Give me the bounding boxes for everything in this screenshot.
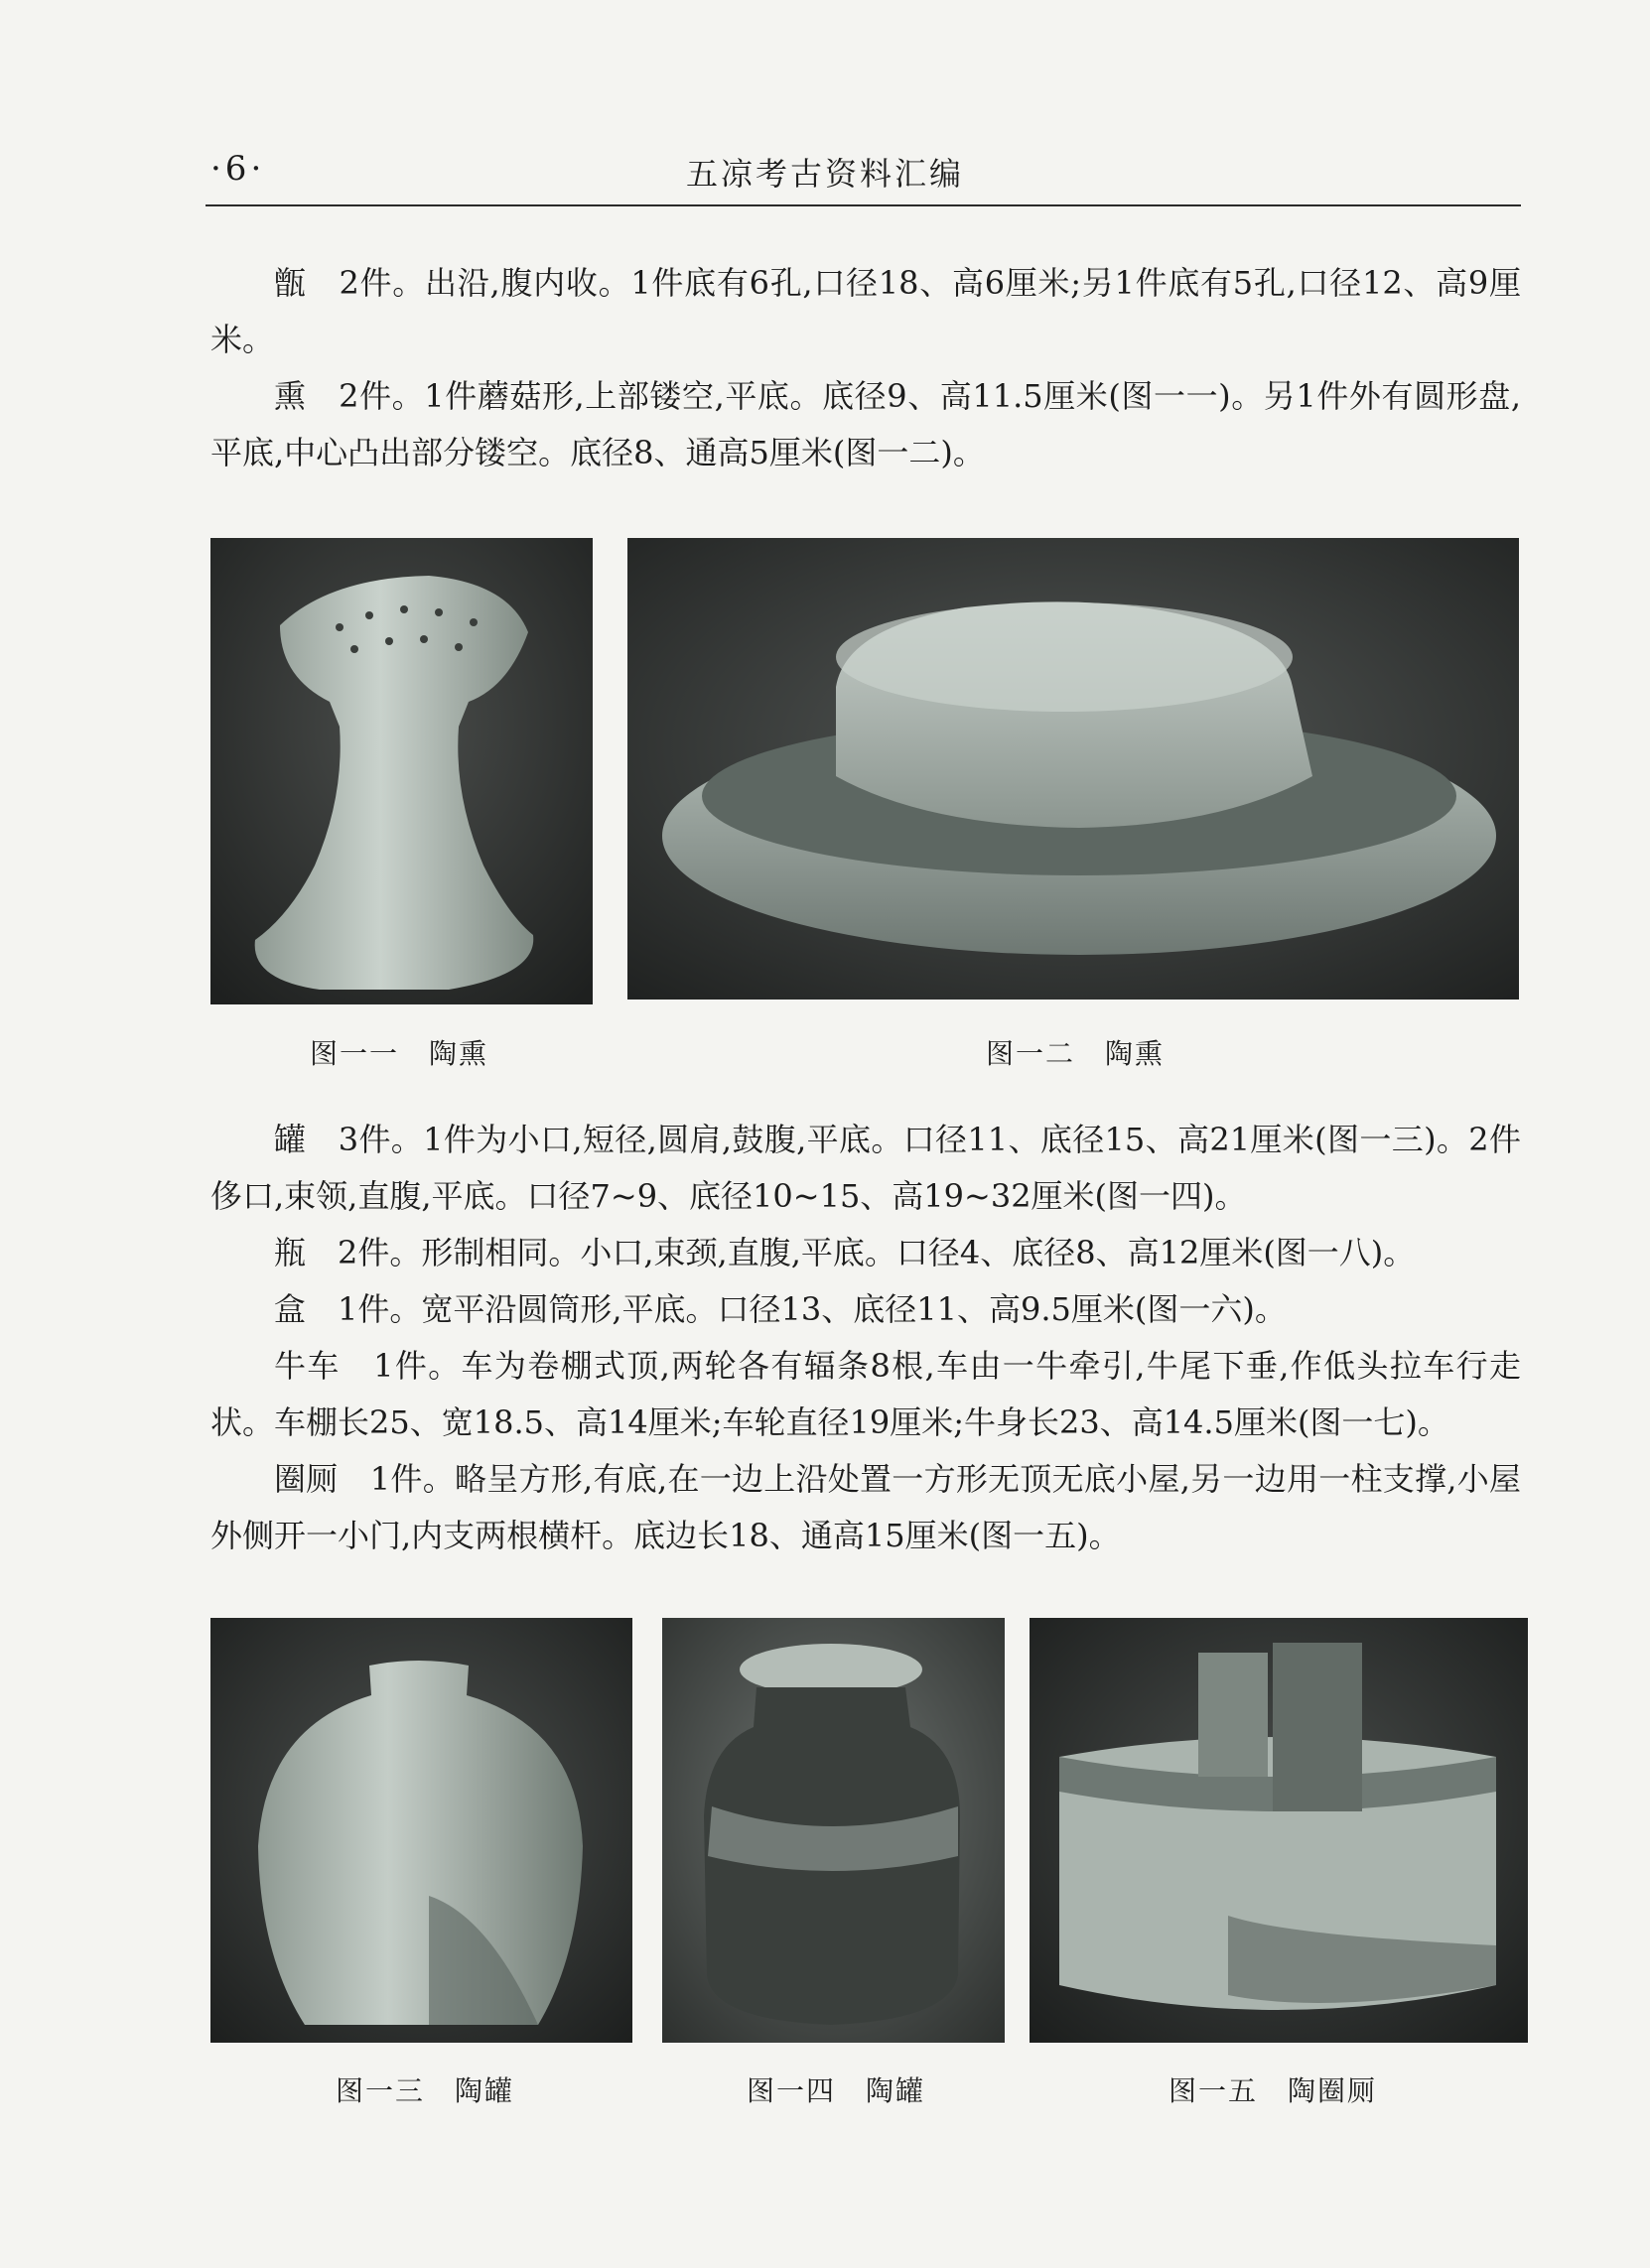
paragraph-zeng: 甑 2件。出沿,腹内收。1件底有6孔,口径18、高6厘米;另1件底有5孔,口径12、高9厘米。 — [210, 264, 1521, 358]
paragraph-xun: 熏 2件。1件蘑菇形,上部镂空,平底。底径9、高11.5厘米(图一一)。另1件外有圆形盘,平底,中心凸出部分镂空。底径8、通高5厘米(图一二)。 — [210, 377, 1521, 471]
header-rule — [206, 204, 1521, 206]
paragraph-quance: 圈厕 1件。略呈方形,有底,在一边上沿处置一方形无顶无底小屋,另一边用一柱支撑,小屋外侧开一小门,内支两根横杆。底边长18、通高15厘米(图一五)。 — [210, 1460, 1521, 1554]
paragraph-ping: 瓶 2件。形制相同。小口,束颈,直腹,平底。口径4、底径8、高12厘米(图一八)。 — [274, 1234, 1416, 1271]
figure-13-caption: 图一三 陶罐 — [336, 2074, 515, 2107]
paragraph-he: 盒 1件。宽平沿圆筒形,平底。口径13、底径11、高9.5厘米(图一六)。 — [274, 1290, 1287, 1328]
paragraph-guan: 罐 3件。1件为小口,短径,圆肩,鼓腹,平底。口径11、底径15、高21厘米(图一三)。2件侈口,束领,直腹,平底。口径7~9、底径10~15、高19~32厘米(图一四)。 — [210, 1121, 1521, 1215]
text-block-middle — [210, 1112, 1521, 1564]
figure-14-photo — [662, 1618, 1005, 2043]
page-number: ·6· — [210, 149, 266, 189]
figure-13-photo — [210, 1618, 632, 2043]
paragraph-niuche: 牛车 1件。车为卷棚式顶,两轮各有辐条8根,车由一牛牵引,牛尾下垂,作低头拉车行走状。车棚长25、宽18.5、高14厘米;车轮直径19厘米;牛身长23、高14.5厘米(图一七)。 — [210, 1347, 1521, 1441]
figure-15-photo — [1030, 1618, 1528, 2043]
figure-11-photo — [210, 538, 593, 1004]
figure-12-caption: 图一二 陶熏 — [986, 1037, 1166, 1070]
figure-11-caption: 图一一 陶熏 — [310, 1037, 489, 1070]
figure-15-caption: 图一五 陶圈厕 — [1169, 2074, 1378, 2107]
text-block-top — [210, 255, 1521, 481]
running-head-title: 五凉考古资料汇编 — [685, 155, 964, 193]
figure-14-caption: 图一四 陶罐 — [747, 2074, 926, 2107]
figure-12-photo — [627, 538, 1519, 1000]
